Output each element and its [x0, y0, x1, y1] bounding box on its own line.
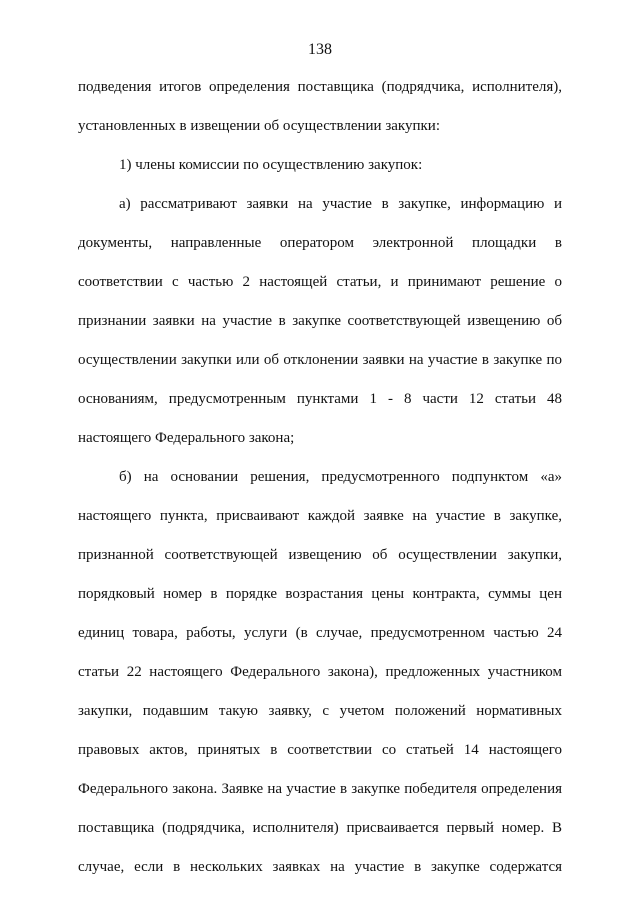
text-line: а) рассматривают заявки на участие в закупке, информацию и	[119, 196, 562, 212]
text-line: признании заявки на участие в закупке соответствующей извещению об	[78, 313, 562, 329]
text-line: Федерального закона. Заявке на участие в закупке победителя определения	[78, 781, 562, 797]
text-line: закупки, подавшим такую заявку, с учетом положений нормативных	[78, 703, 562, 719]
text-line: признанной соответствующей извещению об осуществлении закупки,	[78, 547, 562, 563]
text-line: правовых актов, принятых в соответствии со статьей 14 настоящего	[78, 742, 562, 758]
text-line: настоящего Федерального закона;	[78, 430, 295, 446]
page-number: 138	[308, 41, 332, 58]
text-line: подведения итогов определения поставщика (подрядчика, исполнителя),	[78, 79, 562, 95]
text-line: случае, если в нескольких заявках на участие в закупке содержатся	[78, 859, 562, 875]
text-line: установленных в извещении об осуществлении закупки:	[78, 118, 441, 134]
text-line: единиц товара, работы, услуги (в случае, предусмотренном частью 24	[78, 625, 562, 641]
text-line: основаниям, предусмотренным пунктами 1 - 8 части 12 статьи 48	[78, 391, 562, 407]
text-line: б) на основании решения, предусмотренного подпунктом «а»	[119, 469, 562, 485]
text-line: соответствии с частью 2 настоящей статьи, и принимают решение о	[78, 274, 562, 290]
text-line: поставщика (подрядчика, исполнителя) присваивается первый номер. В	[78, 820, 562, 836]
text-line: статьи 22 настоящего Федерального закона), предложенных участником	[78, 664, 562, 680]
text-line: настоящего пункта, присваивают каждой заявке на участие в закупке,	[78, 508, 562, 524]
text-line: 1) члены комиссии по осуществлению закупок:	[119, 157, 423, 173]
text-line: документы, направленные оператором электронной площадки в	[78, 235, 562, 251]
text-line: осуществлении закупки или об отклонении заявки на участие в закупке по	[78, 352, 562, 368]
text-line: порядковый номер в порядке возрастания цены контракта, суммы цен	[78, 586, 562, 602]
